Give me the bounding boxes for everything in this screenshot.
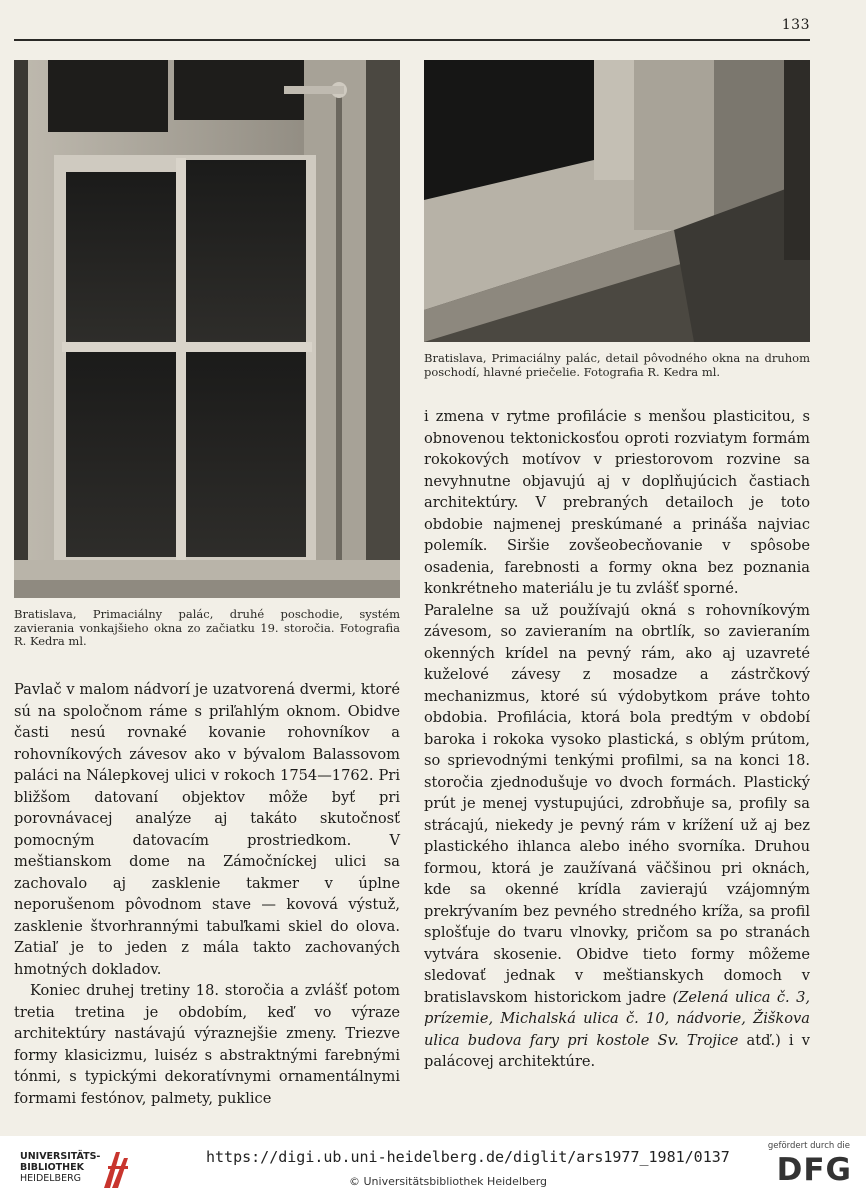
library-name-line: UNIVERSITÄTS- xyxy=(20,1151,101,1162)
library-logo[interactable] xyxy=(10,1142,120,1186)
library-name-line: HEIDELBERG xyxy=(20,1173,82,1184)
funding-label: gefördert durch die xyxy=(767,1141,850,1151)
paragraph-with-references xyxy=(424,600,810,1073)
copyright-notice: © Universitätsbibliothek Heidelberg xyxy=(349,1175,548,1188)
italic-references: (Zelená ulica č. 3, prízemie, Michalská ulica č. 10, nádvorie, Žiškova ulica budova fary pri kostole Sv. Trojice xyxy=(424,988,811,1049)
photo-window-detail xyxy=(424,60,810,342)
paragraph: i zmena v rytme profilácie s menšou plasticitou, s obnovenou tektonickosťou oproti rozviatym formám rokokových motívov v priestorovom rozvine sa nevyhnutne objavujú aj v doplňujúcich častiach architektúry. V prebraných detailoch je toto obdobie najmenej preskúmané a prináša najviac polemík. Siršie zovšeobecňovanie v spôsobe osadenia, farebnosti a formy okna bez poznania konkrétneho materiálu je tu zvlášť sporné. xyxy=(424,408,810,597)
figure-caption-right: Bratislava, Primaciálny palác, detail pôvodného okna na druhom poschodí, hlavné priečelie. Fotografia R. Kedra ml. xyxy=(424,351,810,379)
paragraph-text: Paralelne sa už používajú okná s rohovníkovým závesom, so zavieraním na obrtlík, so zavieraním okenných krídel na pevný rám, ako aj uzavreté kuželové závesy z mosadze a zástrčkový mechanizmus, ktoré sú výdobytkom práve tohto obdobia. Profilácia, ktorá bola predtým v období baroka i rokoka vysoko plastická, s oblým prútom, so sprievodnými tenkými profilmi, sa na konci 18. storočia zjednodušuje vo dvoch formách. Plastický prút je menej vystupujúci, zdrobňuje sa, profily sa strácajú, niekedy je pevný rám v krížení už aj bez plastického ihlanca alebo iného svorníka. Druhou formou, ktorá je zaužívaná väčšinou pri oknách, kde sa okenné krídla zavierajú vzájomným prekrývaním bez pevného stredného kríža, sa profil splošťuje do tvaru vlnovky, pričom sa po stranách vytvára skosenie. Obidve tieto formy môžeme sledovať jednak v meštianskych domoch v bratislavskom historickom jadre xyxy=(424,601,810,1006)
photo-window-casement xyxy=(14,60,400,598)
footer-bar xyxy=(0,1136,866,1196)
detail-photo-drawing xyxy=(424,60,810,342)
paragraph-ending: atď.) i v palácovej architektúre. xyxy=(424,1031,810,1070)
library-emblem-icon xyxy=(102,1148,132,1192)
text-column-right xyxy=(424,406,810,1073)
window-photo-drawing xyxy=(14,60,400,598)
page-number: 133 xyxy=(781,17,810,33)
text-column-left xyxy=(14,679,400,1109)
dfg-logo[interactable]: DFG xyxy=(776,1152,852,1188)
permalink-url[interactable]: https://digi.ub.uni-heidelberg.de/diglit/ars1977_1981/0137 xyxy=(206,1148,730,1166)
library-name-line: BIBLIOTHEK xyxy=(20,1162,84,1173)
top-rule xyxy=(14,39,810,41)
figure-caption-left: Bratislava, Primaciálny palác, druhé poschodie, systém zavierania vonkajšieho okna zo začiatku 19. storočia. Fotografia R. Kedra ml. xyxy=(14,607,400,648)
paragraph: Pavlač v malom nádvorí je uzatvorená dvermi, ktoré sú na spoločnom ráme s priľahlým oknom. Obidve časti nesú rovnaké kovanie rohovníkov a rohovníkových závesov ako v bývalom Balassovom paláci na Nálepkovej ulici v rokoch 1754—1762. Pri bližšom datovaní objektov môže byť pri porovnávacej analýze aj takáto skutočnosť pomocným datovacím prostriedkom. V meštianskom dome na Zámočníckej ulici sa zachovalo aj zasklenie takmer v úplne neporušenom pôvodnom stave — kovová výstuž, zasklenie štvorhrannými tabuľkami skiel do olova. Zatiaľ je to jeden z mála takto zachovaných hmotných dokladov. xyxy=(14,681,400,978)
library-name xyxy=(20,1151,100,1184)
paragraph: Koniec druhej tretiny 18. storočia a zvlášť potom tretia tretina je obdobím, keď vo výraze architektúry nastávajú výraznejšie zmeny. Triezve formy klasicizmu, luiséz s abstraktnými farebnými tónmi, s typickými dekoratívnymi ornamentálnymi formami festónov, palmety, puklice xyxy=(14,982,400,1107)
